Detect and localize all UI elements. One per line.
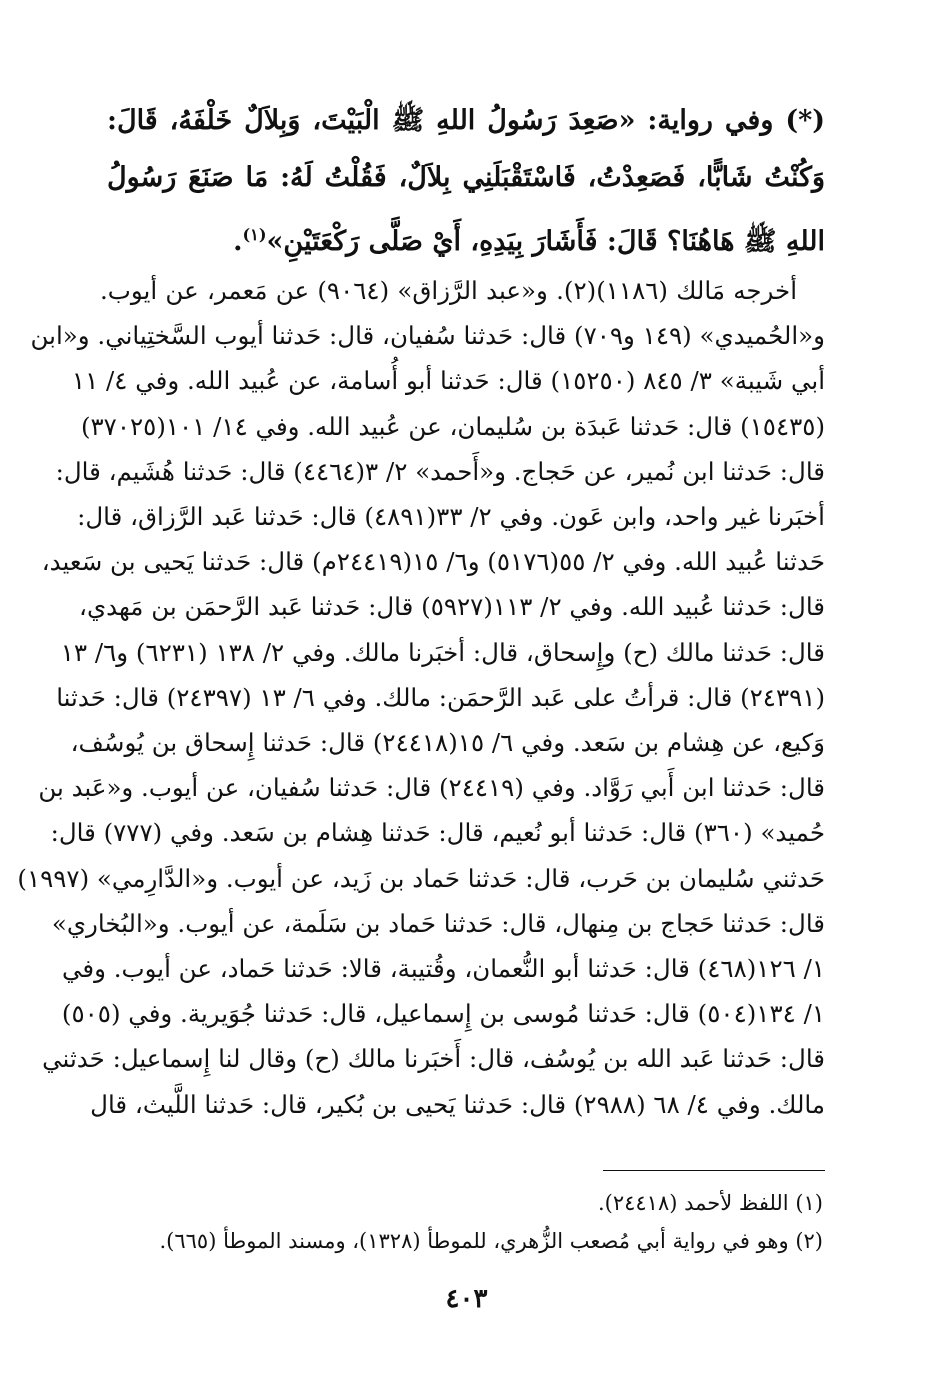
footnote-1: (١) اللفظ لأحمد (٢٤٤١٨). [597, 1191, 823, 1215]
source-line: قال: حَدثنا ابن نُمير، عن حَجاج. و«أَحمد» ٢/ ٣(٤٤٦٤) قال: حَدثنا هُشَيم، قال: [55, 456, 825, 486]
takhrij-paragraph [17, 268, 825, 1127]
source-line: (١٥٤٣٥) قال: حَدثنا عَبدَة بن سُليمان، عن عُبيد الله. وفي ١٤/ ١٠١(٣٧٠٢٥) [80, 411, 825, 441]
source-line: حُميد» (٣٦٠) قال: حَدثنا أبو نُعيم، قال: حَدثنا هِشام بن سَعد. وفي (٧٧٧) قال: [50, 818, 825, 848]
hadith-body: (*) وفي رواية: «صَعِدَ رَسُولُ اللهِ ﷺ الْبَيْتَ، وَبِلاَلٌ خَلْفَهُ، قَالَ: وَكُنْتُ شَابًّا، فَصَعِدْتُ، فَاسْتَقْبَلَنِي بِلاَلٌ، فَقُلْتُ لَهُ: مَا صَنَعَ رَسُولُ اللهِ ﷺ هَاهُنَا؟ قَالَ: فَأَشَارَ بِيَدِهِ، أَيْ صَلَّى رَكْعَتَيْنِ» [107, 105, 825, 257]
source-line: ١/ ١٣٤(٥٠٤) قال: حَدثنا مُوسى بن إِسماعيل، قال: حَدثنا جُوَيرية. وفي (٥٠٥) [61, 999, 825, 1029]
source-line: حَدثنا عُبيد الله. وفي ٢/ ٥٥(٥١٧٦) و٦/ ١٥(٢٤٤١٩م) قال: حَدثنا يَحيى بن سَعيد، [41, 547, 825, 577]
footnote-divider [603, 1170, 825, 1171]
source-line: قال: حَدثنا عُبيد الله. وفي ٢/ ١١٣(٥٩٢٧) قال: حَدثنا عَبد الرَّحمَن بن مَهدي، [79, 592, 825, 622]
source-line: قال: حَدثنا عَبد الله بن يُوسُف، قال: أَخبَرنا مالك (ح) وقال لنا إِسماعيل: حَدثني [42, 1044, 825, 1074]
source-line: قال: حَدثنا مالك (ح) وإِسحاق، قال: أخبَرنا مالك. وفي ٢/ ١٣٨ (٦٢٣١) و٦/ ١٣ [60, 637, 825, 667]
footnote-2: (٢) وهو في رواية أبي مُصعب الزُّهري، للموطأ (١٣٢٨)، ومسند الموطأ (٦٦٥). [159, 1229, 823, 1253]
source-line: وَكيع، عن هِشام بن سَعد. وفي ٦/ ١٥(٢٤٤١٨) قال: حَدثنا إِسحاق بن يُوسُف، [70, 728, 825, 758]
footnotes [103, 1184, 823, 1260]
source-line: و«الحُميدي» (١٤٩ و٧٠٩) قال: حَدثنا سُفيان، قال: حَدثنا أيوب السَّختِياني. و«ابن [30, 321, 825, 351]
source-line: (٢٤٣٩١) قال: قرأتُ على عَبد الرَّحمَن: مالك. وفي ٦/ ١٣ (٢٤٣٩٧) قال: حَدثنا [56, 682, 825, 712]
source-line: حَدثني سُليمان بن حَرب، قال: حَدثنا حَماد بن زَيد، عن أيوب. و«الدَّارِمي» (١٩٩٧) [17, 863, 825, 893]
footnote-ref-1: (١) [242, 225, 267, 244]
page-number: ٤٠٣ [445, 1284, 488, 1314]
hadith-end: . [233, 226, 243, 257]
source-line: أبي شَيبة» ٣/ ٨٤٥ (١٥٢٥٠) قال: حَدثنا أبو أُسامة، عن عُبيد الله. وفي ٤/ ١١ [71, 366, 825, 396]
source-line: ١/ ١٢٦(٤٦٨) قال: حَدثنا أبو النُّعمان، وقُتيبة، قالا: حَدثنا حَماد، عن أيوب. وفي [62, 954, 825, 984]
source-line: قال: حَدثنا حَجاج بن مِنهال، قال: حَدثنا حَماد بن سَلَمة، عن أيوب. و«البُخاري» [51, 908, 825, 938]
source-line: قال: حَدثنا ابن أَبي رَوَّاد. وفي (٢٤٤١٩) قال: حَدثنا سُفيان، عن أيوب. و«عَبد بن [38, 773, 825, 803]
source-line: مالك. وفي ٤/ ٦٨ (٢٩٨٨) قال: حَدثنا يَحيى بن بُكير، قال: حَدثنا اللَّيث، قال [90, 1089, 825, 1119]
hadith-text [107, 92, 825, 270]
source-line: أخبَرنا غير واحد، وابن عَون. وفي ٢/ ٣٣(٤٨٩١) قال: حَدثنا عَبد الرَّزاق، قال: [77, 502, 825, 532]
source-line: أخرجه مَالك (١١٨٦)(٢). و«عبد الرَّزاق» (٩٠٦٤) عن مَعمر، عن أيوب. [100, 276, 797, 305]
